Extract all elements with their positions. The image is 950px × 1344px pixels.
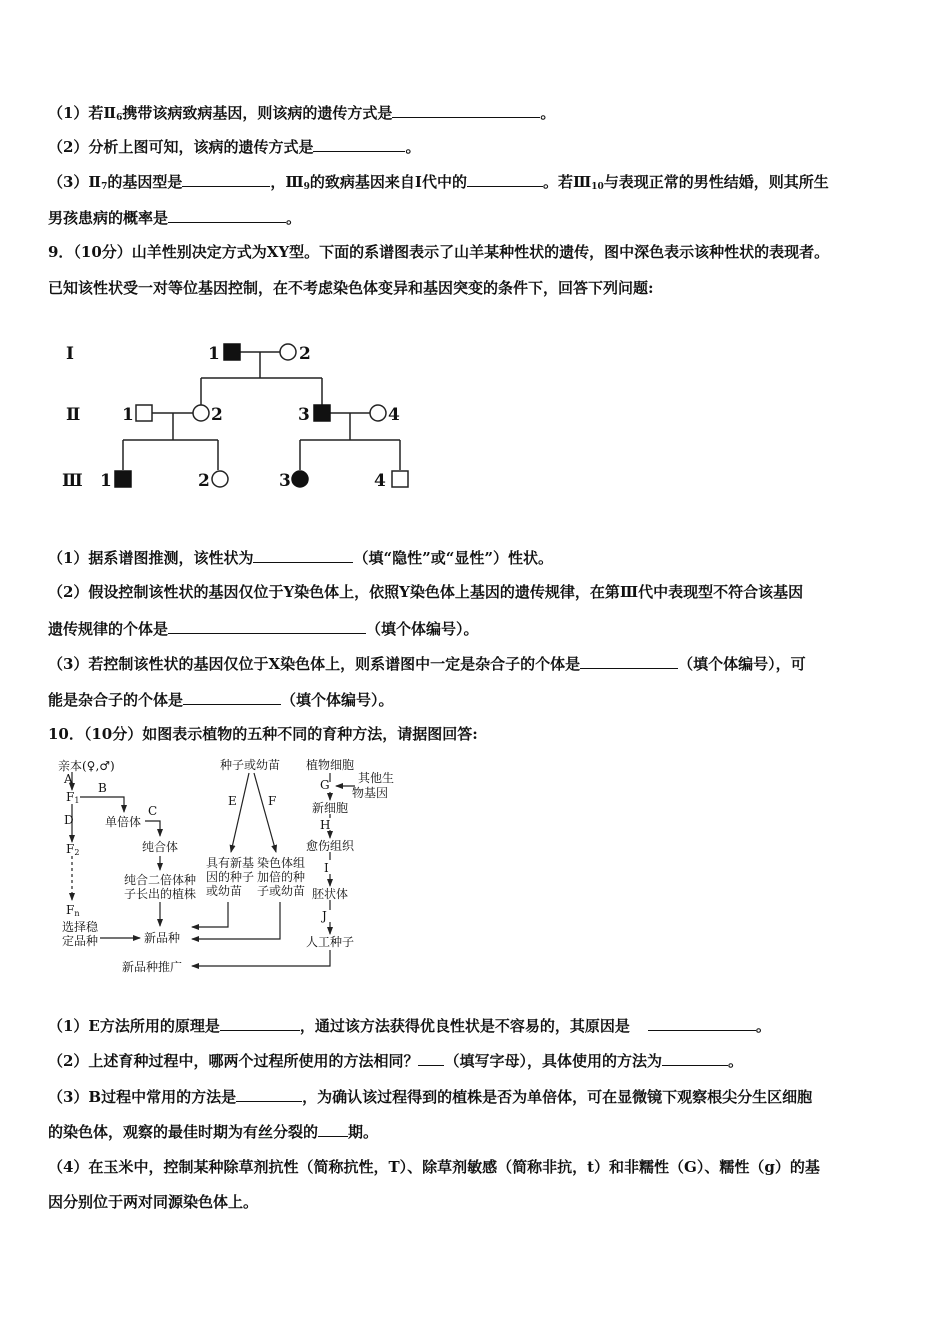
diag-new-variety: 新品种 <box>144 931 181 945</box>
answer-blank[interactable] <box>236 1086 302 1102</box>
num-III2: 2 <box>198 471 210 491</box>
punct: 。 <box>727 1052 743 1070</box>
q8-p3-text: 男孩患病的概率是 <box>48 209 169 227</box>
diag-other-l2: 物基因 <box>352 786 389 800</box>
q9-p3-text: （3）若控制该性状的基因仅位于X染色体上，则系谱图中一定是杂合子的个体是 <box>48 655 581 673</box>
num-I1: 1 <box>208 344 220 364</box>
q10-p3-text: 的染色体，观察的最佳时期为有丝分裂的 <box>48 1123 319 1141</box>
diag-pure: 纯合体 <box>142 840 179 854</box>
diag-A: A <box>64 772 73 786</box>
num-II1: 1 <box>122 405 134 425</box>
q9-p2-text: 遗传规律的个体是 <box>48 620 169 638</box>
diag-newgene-l2: 因的种子 <box>206 870 255 884</box>
q10-heading: 10．（10分）如图表示植物的五种不同的育种方法，请据图回答: <box>48 725 478 743</box>
num-II3: 3 <box>298 405 310 425</box>
q10-part3-line2 <box>48 1121 378 1142</box>
diag-pure-plant-l1: 纯合二倍体种 <box>124 873 197 887</box>
diag-double-l3: 子或幼苗 <box>257 884 306 898</box>
diag-C: C <box>148 804 158 818</box>
gen-label-I: Ⅰ <box>66 344 74 364</box>
q9-p3-text: 能是杂合子的个体是 <box>48 691 184 709</box>
q8-p3-text: 。若Ⅲ <box>542 173 592 191</box>
diag-cell: 植物细胞 <box>306 758 355 772</box>
q8-p1-text2: 携带该病致病基因，则该病的遗传方式是 <box>122 104 393 122</box>
q9-p3-text2: （填个体编号）。 <box>281 691 394 709</box>
punct: 。 <box>540 104 556 122</box>
diag-G: G <box>320 778 330 792</box>
diag-newgene-l3: 或幼苗 <box>206 884 243 898</box>
q8-p3-text: （3）Ⅱ <box>48 173 102 191</box>
q10-part4-line2: 因分别位于两对同源染色体上。 <box>48 1193 259 1211</box>
q9-p1-text: （1）据系谱图推测，该性状为 <box>48 549 254 567</box>
diag-embryoid: 胚状体 <box>312 887 349 901</box>
q9-heading-line1: 9．（10分）山羊性别决定方式为XY型。下面的系谱图表示了山羊某种性状的遗传，图中深色表示该种性状的表现者。 <box>48 243 830 261</box>
diag-parent: 亲本(♀,♂) <box>58 759 115 773</box>
q9-p3-text2: （填个体编号），可 <box>678 655 806 673</box>
diag-E: E <box>228 794 237 808</box>
q8-p3-sub: 9 <box>303 182 310 192</box>
answer-blank[interactable] <box>418 1050 444 1066</box>
q10-p2-text2: （填写字母），具体使用的方法为 <box>444 1052 662 1070</box>
q9-p2-text2: （填个体编号）。 <box>366 620 479 638</box>
diag-H: H <box>320 818 331 832</box>
diag-D: D <box>64 813 74 827</box>
diag-newcell: 新细胞 <box>312 801 349 815</box>
q8-p1-sub: 6 <box>116 113 123 123</box>
punct: 。 <box>286 209 302 227</box>
answer-blank[interactable] <box>648 1015 756 1031</box>
num-III1: 1 <box>100 471 112 491</box>
q8-p3-text: 的基因型是 <box>107 173 183 191</box>
diag-callus: 愈伤组织 <box>306 839 355 853</box>
q10-p1-text: （1）E方法所用的原理是 <box>48 1017 220 1035</box>
diag-B: B <box>98 781 107 795</box>
q10-p3-text2: ，为确认该过程得到的植株是否为单倍体，可在显微镜下观察根尖分生区细胞 <box>302 1088 813 1106</box>
diag-seed: 种子或幼苗 <box>220 758 281 772</box>
diag-double-l1: 染色体组 <box>257 856 306 870</box>
gen-label-II: Ⅱ <box>66 405 81 425</box>
diag-I: I <box>324 861 329 875</box>
answer-blank[interactable] <box>318 1121 348 1137</box>
diag-F2: F2 <box>66 842 80 857</box>
punct: 。 <box>755 1017 771 1035</box>
answer-blank[interactable] <box>662 1050 728 1066</box>
diag-select-l2: 定品种 <box>62 934 99 948</box>
q10-p2-text: （2）上述育种过程中，哪两个过程所使用的方法相同？ <box>48 1052 419 1070</box>
gen-label-III: Ⅲ <box>62 471 83 491</box>
diag-promote: 新品种推广 <box>122 960 183 974</box>
q9-part2-line1: （2）假设控制该性状的基因仅位于Y染色体上，依照Y染色体上基因的遗传规律，在第Ⅲ代中表现型不符合该基因 <box>48 583 804 601</box>
diag-Fn: Fn <box>66 903 80 918</box>
q10-part2 <box>48 1050 743 1071</box>
q10-part1 <box>48 1015 771 1036</box>
punct: 。 <box>405 138 421 156</box>
q8-p1-text: （1）若Ⅱ <box>48 104 117 122</box>
q8-p3-text: 的致病基因来自Ⅰ代中的 <box>309 173 467 191</box>
q9-p1-text2: （填“隐性”或“显性”）性状。 <box>353 549 553 567</box>
num-I2: 2 <box>299 344 311 364</box>
q10-p1-text2: ，通过该方法获得优良性状是不容易的，其原因是 <box>299 1017 630 1035</box>
q10-part3-line1 <box>48 1086 812 1107</box>
diag-F: F <box>268 794 277 808</box>
num-III4: 4 <box>374 471 386 491</box>
q8-p3-text: 与表现正常的男性结婚，则其所生 <box>603 173 829 191</box>
diag-F1: F1 <box>66 790 80 805</box>
q8-p2-text: （2）分析上图可知，该病的遗传方式是 <box>48 138 314 156</box>
q8-p3-sub: 10 <box>591 182 604 192</box>
q10-part4-line1: （4）在玉米中，控制某种除草剂抗性（简称抗性，T）、除草剂敏感（简称非抗，t）和非糯性（G）、糯性（g）的基 <box>48 1158 820 1176</box>
diag-newgene-l1: 具有新基 <box>206 856 255 870</box>
diag-pure-plant-l2: 子长出的植株 <box>124 887 197 901</box>
diag-select-l1: 选择稳 <box>62 920 99 934</box>
q8-p3-sub: 7 <box>101 182 108 192</box>
diag-double-l2: 加倍的种 <box>257 870 306 884</box>
q10-p3-text: （3）B过程中常用的方法是 <box>48 1088 237 1106</box>
num-II2: 2 <box>211 405 223 425</box>
q9-heading-line2: 已知该性状受一对等位基因控制，在不考虑染色体变异和基因突变的条件下，回答下列问题: <box>48 279 654 297</box>
q8-p3-text: ，Ⅲ <box>270 173 304 191</box>
num-II4: 4 <box>388 405 400 425</box>
diag-other-l1: 其他生 <box>358 771 395 785</box>
diag-haploid: 单倍体 <box>105 815 142 829</box>
answer-blank[interactable] <box>220 1015 300 1031</box>
diag-J: J <box>322 909 327 923</box>
diag-artseed: 人工种子 <box>306 935 355 949</box>
num-III3: 3 <box>279 471 291 491</box>
q10-p3-text2: 期。 <box>348 1123 379 1141</box>
